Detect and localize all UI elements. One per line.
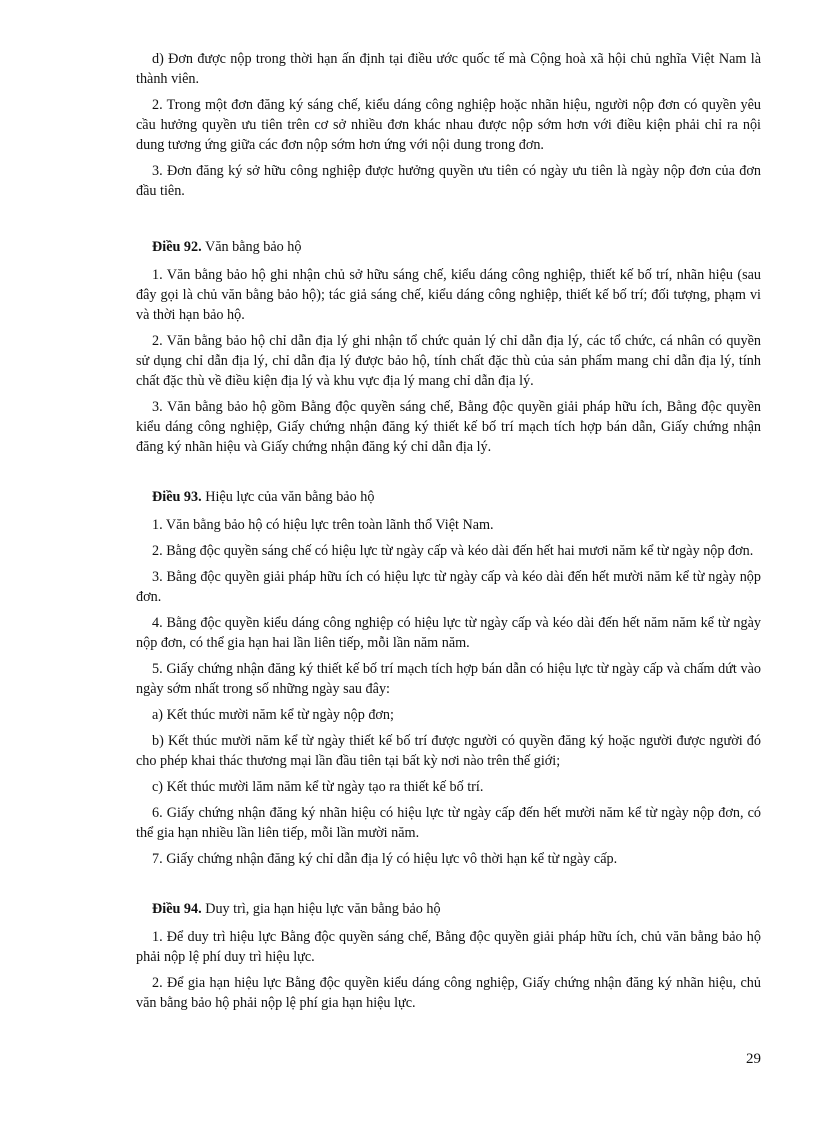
paragraph: 4. Bằng độc quyền kiểu dáng công nghiệp có hiệu lực từ ngày cấp và kéo dài đến hết năm năm kể từ ngày nộp đơn, có thể gia hạn hai lần liên tiếp, mỗi lần năm năm. — [136, 615, 761, 651]
article-heading — [136, 487, 761, 507]
paragraph: 7. Giấy chứng nhận đăng ký chỉ dẫn địa lý có hiệu lực vô thời hạn kể từ ngày cấp. — [152, 851, 618, 867]
article-title: Duy trì, gia hạn hiệu lực văn bằng bảo hộ — [201, 901, 441, 917]
paragraph: 5. Giấy chứng nhận đăng ký thiết kế bố trí mạch tích hợp bán dẫn có hiệu lực từ ngày cấp và chấm dứt vào ngày sớm nhất trong số những ngày sau đây: — [136, 661, 761, 697]
paragraph: 3. Văn bằng bảo hộ gồm Bằng độc quyền sáng chế, Bằng độc quyền giải pháp hữu ích, Bằng độc quyền kiểu dáng công nghiệp, Giấy chứng nhận đăng ký thiết kế bố trí mạch tích hợp bán dẫn, Giấy chứng nhận đăng ký nhãn hiệu và Giấy chứng nhận đăng ký chỉ dẫn địa lý. — [136, 399, 761, 455]
paragraph: d) Đơn được nộp trong thời hạn ấn định tại điều ước quốc tế mà Cộng hoà xã hội chủ nghĩa Việt Nam là thành viên. — [136, 51, 761, 87]
article-94 — [136, 899, 761, 1013]
article-92 — [136, 237, 761, 457]
article-heading — [136, 237, 761, 257]
article-number: Điều 94. — [152, 901, 202, 917]
paragraph: 2. Văn bằng bảo hộ chỉ dẫn địa lý ghi nhận tổ chức quản lý chỉ dẫn địa lý, các tổ chức, cá nhân có quyền sử dụng chỉ dẫn địa lý, chỉ dẫn địa lý được bảo hộ, tính chất đặc thù của sản phẩm mang chỉ dẫn địa lý, tính chất đặc thù về điều kiện địa lý và khu vực địa lý mang chỉ dẫn địa lý. — [136, 333, 761, 389]
paragraph: 3. Bằng độc quyền giải pháp hữu ích có hiệu lực từ ngày cấp và kéo dài đến hết mười năm kể từ ngày nộp đơn. — [136, 569, 761, 605]
article-heading — [136, 899, 761, 919]
paragraph: b) Kết thúc mười năm kể từ ngày thiết kế bố trí được người có quyền đăng ký hoặc người được người đó cho phép khai thác thương mại lần đầu tiên tại bất kỳ nơi nào trên thế giới; — [136, 733, 761, 769]
document-page — [136, 49, 761, 1043]
paragraph: 3. Đơn đăng ký sở hữu công nghiệp được hưởng quyền ưu tiên có ngày ưu tiên là ngày nộp đơn của đơn đầu tiên. — [136, 163, 761, 199]
article-title: Hiệu lực của văn bằng bảo hộ — [201, 489, 375, 505]
paragraph: 2. Để gia hạn hiệu lực Bằng độc quyền kiểu dáng công nghiệp, Giấy chứng nhận đăng ký nhãn hiệu, chủ văn bằng bảo hộ phải nộp lệ phí gia hạn hiệu lực. — [136, 975, 761, 1011]
article-93 — [136, 487, 761, 869]
paragraph: a) Kết thúc mười năm kể từ ngày nộp đơn; — [152, 707, 394, 723]
page-number: 29 — [746, 1051, 761, 1067]
paragraph: 6. Giấy chứng nhận đăng ký nhãn hiệu có hiệu lực từ ngày cấp đến hết mười năm kể từ ngày nộp đơn, có thể gia hạn nhiều lần liên tiếp, mỗi lần mười năm. — [136, 805, 761, 841]
paragraph: c) Kết thúc mười lăm năm kể từ ngày tạo ra thiết kế bố trí. — [152, 779, 484, 795]
article-number: Điều 92. — [152, 239, 202, 255]
paragraph: 1. Văn bằng bảo hộ có hiệu lực trên toàn lãnh thổ Việt Nam. — [152, 517, 494, 533]
paragraph: 1. Để duy trì hiệu lực Bằng độc quyền sáng chế, Bằng độc quyền giải pháp hữu ích, chủ văn bằng bảo hộ phải nộp lệ phí duy trì hiệu lực. — [136, 929, 761, 965]
paragraph: 2. Trong một đơn đăng ký sáng chế, kiểu dáng công nghiệp hoặc nhãn hiệu, người nộp đơn có quyền yêu cầu hưởng quyền ưu tiên trên cơ sở nhiều đơn khác nhau được nộp sớm hơn với điều kiện phải chỉ ra nội dung tương ứng giữa các đơn nộp sớm hơn ứng với nội dung trong đơn. — [136, 97, 761, 153]
article-title: Văn bằng bảo hộ — [201, 239, 302, 255]
section-intro — [136, 49, 761, 201]
paragraph: 1. Văn bằng bảo hộ ghi nhận chủ sở hữu sáng chế, kiểu dáng công nghiệp, thiết kế bố trí, nhãn hiệu (sau đây gọi là chủ văn bằng bảo hộ); tác giả sáng chế, kiểu dáng công nghiệp, thiết kế bố trí; đối tượng, phạm vi và thời hạn bảo hộ. — [136, 267, 761, 323]
article-number: Điều 93. — [152, 489, 202, 505]
paragraph: 2. Bằng độc quyền sáng chế có hiệu lực từ ngày cấp và kéo dài đến hết hai mươi năm kể từ ngày nộp đơn. — [152, 543, 754, 559]
